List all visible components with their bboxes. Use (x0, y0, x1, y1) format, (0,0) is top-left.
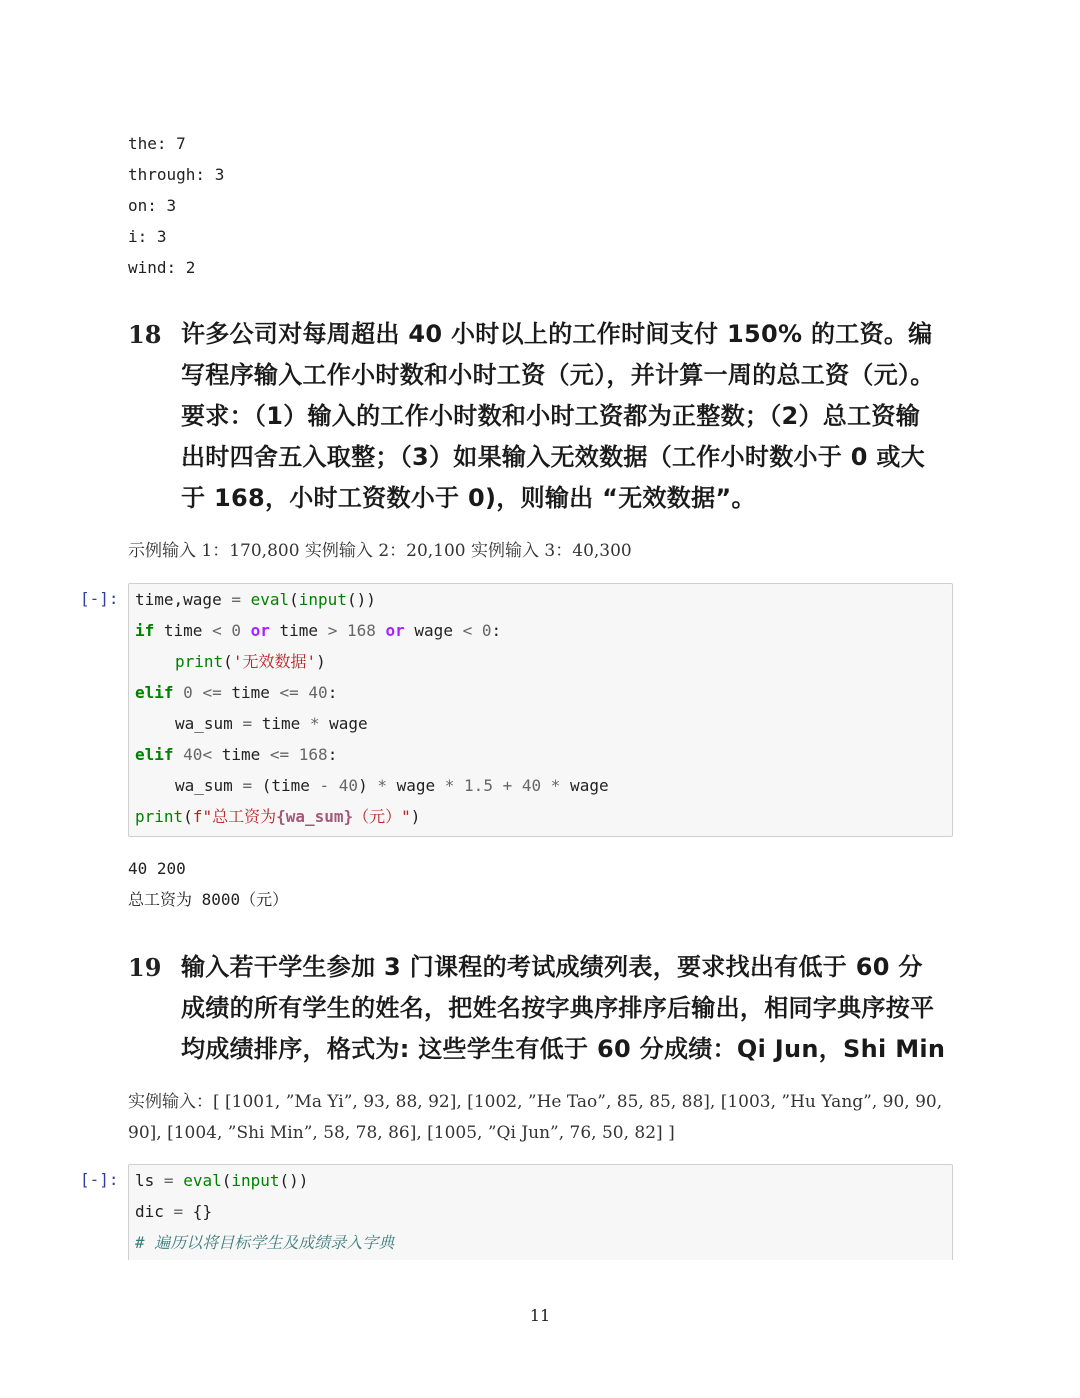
code-line: print('无效数据') (175, 652, 326, 671)
code-line: elif 40< time <= 168: (135, 745, 338, 764)
question-line: 输入若干学生参加 3 门课程的考试成绩列表，要求找出有低于 60 分 (181, 953, 923, 981)
output-line: through: 3 (128, 165, 225, 184)
example-line: 90], [1004, ”Shi Min”, 58, 78, 86], [1005, ”Qi Jun”, 76, 50, 82] ] (128, 1123, 675, 1143)
question-line: 出时四舍五入取整；（3）如果输入无效数据（工作小时数小于 0 或大 (181, 443, 926, 471)
question-19 (128, 947, 958, 1070)
previous-cell-output (128, 132, 224, 287)
code-editor[interactable] (128, 583, 953, 837)
question-number: 19 (128, 953, 162, 982)
code-line: dic = {} (135, 1202, 213, 1221)
code-cell-18[interactable] (80, 583, 953, 837)
question-18 (128, 314, 958, 519)
output-line: on: 3 (128, 196, 177, 215)
code-line: print(f"总工资为{wa_sum}（元）") (135, 807, 421, 826)
output-line: wind: 2 (128, 258, 196, 277)
output-line: the: 7 (128, 134, 186, 153)
page-number: 11 (529, 1306, 551, 1325)
output-line: 40 200 (128, 859, 186, 878)
cell-output-18 (128, 857, 288, 919)
question-line: 均成绩排序，格式为: 这些学生有低于 60 分成绩：Qi Jun，Shi Min (181, 1035, 946, 1063)
code-editor[interactable] (128, 1164, 953, 1260)
cell-prompt: [-]: (80, 1170, 119, 1189)
code-line: time,wage = eval(input()) (135, 590, 376, 609)
code-cell-19[interactable] (80, 1164, 953, 1260)
code-line: ls = eval(input()) (135, 1171, 309, 1190)
example-line: 实例输入：[ [1001, ”Ma Yi”, 93, 88, 92], [1002, ”He Tao”, 85, 85, 88], [1003, ”Hu Yang”, 90, 90, (128, 1092, 943, 1112)
question-line: 许多公司对每周超出 40 小时以上的工作时间支付 150% 的工资。编 (181, 320, 933, 348)
code-line: wa_sum = time * wage (175, 714, 368, 733)
question-text (181, 314, 958, 519)
question-line: 要求：（1）输入的工作小时数和小时工资都为正整数；（2）总工资输 (181, 402, 920, 430)
question-number: 18 (128, 320, 162, 349)
example-input: 示例输入 1：170,800 实例输入 2：20,100 实例输入 3：40,300 (128, 541, 632, 561)
question-line: 于 168，小时工资数小于 0)，则输出 “无效数据”。 (181, 484, 756, 512)
question-line: 成绩的所有学生的姓名，把姓名按字典序排序后输出，相同字典序按平 (181, 994, 935, 1022)
code-line: # 遍历以将目标学生及成绩录入字典 (135, 1233, 395, 1252)
cell-prompt: [-]: (80, 589, 119, 608)
example-input (128, 1087, 958, 1149)
output-line: i: 3 (128, 227, 167, 246)
code-line: wa_sum = (time - 40) * wage * 1.5 + 40 * wage (175, 776, 609, 795)
output-line: 总工资为 8000（元） (128, 890, 289, 909)
code-line: elif 0 <= time <= 40: (135, 683, 338, 702)
question-line: 写程序输入工作小时数和小时工资（元），并计算一周的总工资（元）。 (181, 361, 935, 389)
code-line: if time < 0 or time > 168 or wage < 0: (135, 621, 502, 640)
question-text (181, 947, 958, 1070)
